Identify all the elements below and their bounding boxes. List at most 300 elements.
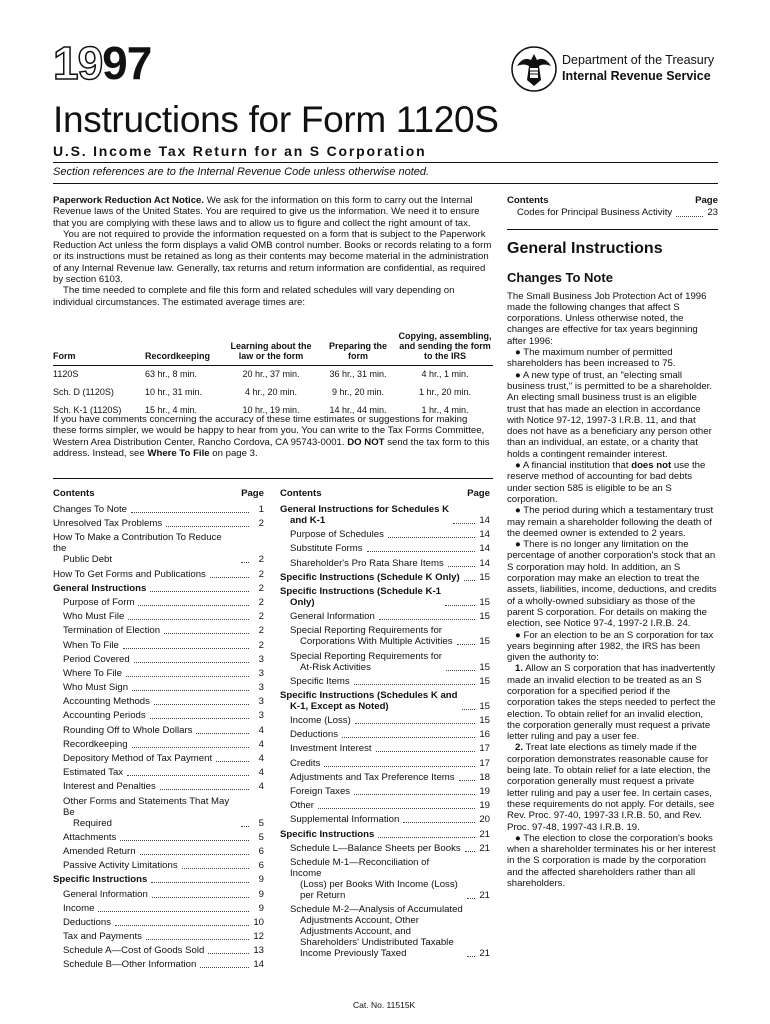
label-line: General Instructions — [53, 582, 147, 594]
leader-dots — [379, 619, 475, 620]
contents-entry[interactable] — [280, 529, 490, 540]
contents-entry-page: 9 — [258, 874, 264, 886]
label-line: Specific Instructions — [53, 874, 148, 886]
label-line: Deductions — [63, 916, 111, 928]
contents-entry[interactable] — [53, 532, 264, 565]
contents-entry-page: 15 — [479, 596, 490, 608]
label-line: Where To File — [63, 667, 123, 679]
numbered-item — [507, 663, 718, 742]
contents-entry-label — [290, 814, 399, 825]
table-cell: 1 hr., 20 min. — [418, 387, 472, 397]
leader-dots — [150, 718, 249, 719]
contents-entry-page: 2 — [258, 554, 264, 566]
department-block — [562, 52, 714, 84]
contents-entry[interactable] — [280, 690, 490, 712]
contents-entry-page: 2 — [258, 639, 264, 651]
label-line: Unresolved Tax Problems — [53, 518, 163, 530]
bullet-emphasis: does not — [631, 460, 672, 472]
leader-dots — [131, 512, 249, 513]
leader-dots — [446, 670, 475, 671]
contents-entry-label — [290, 743, 372, 754]
contents-entry[interactable] — [53, 796, 264, 829]
contents-entry[interactable] — [280, 829, 490, 840]
contents-entry[interactable] — [507, 207, 718, 218]
contents-entry[interactable] — [53, 710, 264, 721]
label-line: Investment Interest — [290, 743, 372, 755]
contents-entry[interactable] — [280, 676, 490, 687]
contents-entry-page: 4 — [258, 738, 264, 750]
contents-entry[interactable] — [280, 586, 490, 608]
label-line: Only) — [290, 596, 315, 608]
label-line: General Information — [63, 888, 148, 900]
contents-entry-label — [290, 758, 320, 769]
leader-dots — [210, 577, 249, 578]
label-line: Changes To Note — [53, 504, 127, 515]
leader-dots — [132, 690, 249, 691]
contents-entry-page: 2 — [258, 596, 264, 608]
contents-entry[interactable] — [280, 786, 490, 797]
contents-entry-label — [290, 543, 363, 554]
contents-entry[interactable] — [53, 625, 264, 636]
label-line: Schedule L—Balance Sheets per Books — [290, 842, 461, 854]
contents-entry[interactable] — [53, 518, 264, 529]
contents-entry[interactable] — [53, 569, 264, 580]
contents-entry-page: 15 — [479, 636, 490, 648]
contents-list-middle — [280, 488, 490, 962]
contents-entry-page: 6 — [258, 860, 264, 872]
leader-dots — [128, 619, 249, 620]
leader-dots — [376, 751, 475, 752]
contents-entry-label — [63, 860, 178, 871]
contents-entry-page: 3 — [258, 667, 264, 679]
label-line: Amended Return — [63, 845, 136, 857]
contents-entry-page: 3 — [258, 682, 264, 694]
contents-entry-label — [63, 753, 212, 764]
contents-entry[interactable] — [280, 743, 490, 754]
contents-entry-page: 15 — [479, 715, 490, 727]
leader-dots — [367, 551, 475, 552]
contents-entry-label — [280, 829, 374, 840]
page-label: Page — [695, 195, 718, 206]
label-line: General Instructions for Schedules K — [280, 504, 449, 515]
col-header-copying: Copying, assembling, and sending the form to the IRS — [398, 331, 492, 361]
contents-entry-page: 5 — [258, 817, 264, 829]
contents-label: Contents — [53, 488, 95, 499]
leader-dots — [342, 737, 475, 738]
leader-dots — [457, 644, 476, 645]
contents-entry-page: 19 — [479, 800, 490, 812]
contents-entry[interactable] — [280, 625, 490, 647]
leader-dots — [196, 733, 249, 734]
leader-dots — [216, 761, 249, 762]
label-line: Income Previously Taxed — [300, 948, 407, 960]
label-line: Schedule M-2—Analysis of Accumulated — [290, 904, 463, 916]
contents-entry[interactable] — [280, 504, 490, 526]
contents-entry[interactable] — [53, 781, 264, 792]
year-solid-digits: 97 — [102, 37, 152, 89]
label-line: Attachments — [63, 831, 117, 843]
table-cell: Sch. D (1120S) — [53, 387, 114, 397]
contents-entry-label — [63, 796, 237, 829]
label-line: Who Must Sign — [63, 682, 129, 694]
leader-dots — [378, 837, 475, 838]
paperwork-para-1 — [53, 195, 493, 229]
label-line: Depository Method of Tax Payment — [63, 753, 213, 764]
contents-entry[interactable] — [280, 558, 490, 569]
leader-dots — [123, 648, 249, 649]
contents-entry-page: 17 — [479, 757, 490, 769]
label-line: Tax and Payments — [63, 931, 142, 943]
leader-dots — [140, 854, 249, 855]
contents-entry-label — [290, 611, 375, 622]
contents-entry-page: 3 — [258, 696, 264, 708]
label-line: Specific Items — [290, 675, 350, 687]
label-line: Public Debt — [63, 554, 113, 566]
leader-dots — [98, 911, 249, 912]
contents-entry-page: 2 — [258, 582, 264, 594]
year-outline-digits: 19 — [53, 37, 103, 89]
label-line: Specific Instructions (Schedules K and — [280, 689, 458, 701]
contents-entry-label — [53, 874, 147, 885]
label-line: Adjustments Account, and — [300, 926, 411, 938]
label-line: Other — [290, 800, 314, 812]
contents-header — [280, 488, 490, 501]
bullet-text: ● A financial institution that — [515, 460, 629, 472]
contents-entry[interactable] — [280, 715, 490, 726]
contents-entry-label — [280, 586, 441, 608]
leader-dots — [166, 526, 249, 527]
table-cell: 4 hr., 1 min. — [421, 369, 469, 379]
label-line: Purpose of Schedules — [290, 529, 384, 541]
contents-entry-label — [63, 725, 192, 736]
table-cell: 14 hr., 44 min. — [329, 405, 387, 415]
label-line: Schedule M-1—Reconciliation of Income — [290, 856, 430, 879]
contents-entry[interactable] — [280, 857, 490, 901]
contents-entry-page: 2 — [258, 568, 264, 580]
leader-dots — [154, 704, 249, 705]
contents-entry[interactable] — [53, 959, 264, 970]
contents-entry-page: 15 — [479, 571, 490, 583]
leader-dots — [355, 723, 475, 724]
contents-entry-label — [290, 529, 384, 540]
leader-dots — [459, 780, 475, 781]
contents-entry-page: 15 — [479, 675, 490, 687]
contents-entry[interactable] — [280, 758, 490, 769]
contents-entry-label — [63, 654, 130, 665]
contents-entry-label — [63, 846, 136, 857]
contents-entry[interactable] — [280, 572, 490, 583]
contents-entry-label — [63, 832, 116, 843]
contents-entry-label: Codes for Principal Business Activity — [517, 207, 673, 219]
bullet-item: ● The maximum number of permitted shareholders has been increased to 75. — [507, 347, 676, 370]
comments-paragraph — [53, 414, 493, 459]
contents-entry-label — [63, 640, 119, 651]
contents-entry-label — [280, 690, 458, 712]
contents-entry-page: 15 — [479, 611, 490, 623]
section-reference-note: Section references are to the Internal Revenue Code unless otherwise noted. — [53, 166, 430, 178]
contents-entry-page: 9 — [258, 902, 264, 914]
bullet-item: ● There is no longer any limitation on the percentage of another corporation's stock that an S corporation may hold. In addition, an S corporation may make an election to treat the assets, liabilities, income, deductions, and credits of a wholly-owned subsidiary as those of the parent S corporation. For details on making the election, see Notice 97-4, 1997-2 I.R.B. 24. — [507, 539, 717, 630]
table-cell: 9 hr., 20 min. — [331, 387, 385, 397]
paperwork-para-2: You are not required to provide the information requested on a form that is subject to the Paperwork Reduction Act unless the form displays a valid OMB control number. Books or records relating to a form or its instructions must be retained as long as their contents may become material in the administration of any Internal Revenue law. Generally, tax returns and return information are confidential, as required by section 6103. — [53, 228, 492, 286]
time-estimates-table — [53, 331, 493, 420]
contents-entry-label — [290, 729, 338, 740]
leader-dots — [445, 605, 475, 606]
leader-dots — [160, 789, 249, 790]
label-line: How To Get Forms and Publications — [53, 568, 206, 580]
comments-text-c: on page 3. — [212, 447, 258, 459]
contents-entry-page: 5 — [258, 831, 264, 843]
leader-dots — [448, 566, 475, 567]
contents-entry-page: 21 — [479, 948, 490, 960]
label-line: Income — [63, 902, 95, 914]
contents-entry[interactable] — [53, 668, 264, 679]
table-cell: 10 hr., 31 min. — [145, 387, 203, 397]
label-line: Passive Activity Limitations — [63, 860, 178, 872]
contents-entry-label — [290, 651, 442, 673]
leader-dots — [150, 591, 249, 592]
contents-entry[interactable] — [53, 583, 264, 594]
contents-entry-page: 18 — [479, 771, 490, 783]
changes-intro: The Small Business Job Protection Act of 1996 made the following changes that affect S corporations. Unless otherwise noted, the changes are effective for tax years beginning after 1996: — [507, 290, 707, 347]
contents-entry[interactable] — [53, 725, 264, 736]
table-row — [53, 366, 493, 385]
table-cell: 10 hr., 19 min. — [242, 405, 300, 415]
contents-entry-label — [290, 857, 463, 901]
label-line: Termination of Election — [63, 625, 161, 637]
label-line: Substitute Forms — [290, 543, 363, 555]
contents-entry[interactable] — [280, 543, 490, 554]
contents-entry-page: 6 — [258, 845, 264, 857]
leader-dots — [152, 897, 249, 898]
paperwork-para-3: The time needed to complete and file this form and related schedules will vary depending on individual circumstances. The estimated average times are: — [53, 285, 455, 308]
comments-text-a: If you have comments concerning the accuracy of these time estimates or suggestions for making these forms simpler, we would be happy to hear from you. You can write to the Tax Forms Committee, Western Area Distribution Center, Rancho Cordova, CA 95743-0001. — [53, 414, 485, 448]
contents-entry[interactable] — [53, 696, 264, 707]
leader-dots — [134, 662, 249, 663]
page-subtitle: U.S. Income Tax Return for an S Corporation — [53, 143, 427, 159]
where-to-file-ref: Where To File — [147, 447, 210, 459]
leader-dots — [241, 562, 249, 563]
leader-dots — [127, 775, 249, 776]
contents-entry[interactable] — [280, 800, 490, 811]
col-header-recordkeeping: Recordkeeping — [145, 351, 211, 361]
right-column — [507, 195, 718, 889]
label-line: Adjustments Account, Other — [300, 915, 419, 927]
contents-entry-label — [290, 558, 444, 569]
contents-entry[interactable] — [280, 843, 490, 854]
contents-entry[interactable] — [53, 846, 264, 857]
label-line: Specific Instructions — [280, 828, 375, 840]
table-cell: 36 hr., 31 min. — [329, 369, 387, 379]
contents-entry-label — [290, 786, 350, 797]
leader-dots — [164, 633, 249, 634]
contents-entry-page: 4 — [258, 781, 264, 793]
contents-entry-page: 3 — [258, 653, 264, 665]
paperwork-notice — [53, 195, 493, 308]
contents-entry-label — [63, 945, 204, 956]
paperwork-para-1-text: We ask for the information on this form to carry out the Internal Revenue laws of the United States. You are required to give us the information. We need it to ensure that you are complying with these laws and to allow us to figure and collect the right amount of tax. — [53, 195, 480, 229]
contents-entry-label — [280, 572, 460, 583]
leader-dots — [453, 523, 475, 524]
leader-dots — [182, 868, 249, 869]
contents-entry[interactable] — [53, 917, 264, 928]
contents-entry[interactable] — [53, 931, 264, 942]
contents-entry[interactable] — [53, 682, 264, 693]
contents-entry[interactable] — [280, 729, 490, 740]
bullet-text: use the reserve method of accounting for bad debts under section 585 is eligible to be an S corporation. — [507, 460, 706, 505]
page-label: Page — [241, 488, 264, 499]
contents-entry-page: 4 — [258, 767, 264, 779]
contents-entry-label — [290, 625, 453, 647]
contents-entry-label — [53, 583, 146, 594]
numbered-item-text: Allow an S corporation that has inadvertently made an invalid election to be treated as an S corporation for a specified period if the corporation takes the steps needed to perfect the election. To obtain relief for an invalid election, the corporation generally must request a private letter ruling and pay a user fee. — [507, 663, 716, 743]
agency-name: Internal Revenue Service — [562, 69, 711, 83]
leader-dots — [241, 826, 249, 827]
label-line: Special Reporting Requirements for — [290, 625, 442, 637]
irs-eagle-logo-icon — [511, 46, 557, 92]
label-line: Shareholders' Undistributed Taxable — [300, 937, 454, 949]
contents-entry-label — [63, 696, 150, 707]
contents-entry[interactable] — [53, 640, 264, 651]
contents-entry-page: 14 — [479, 515, 490, 526]
label-line: Special Reporting Requirements for — [290, 650, 442, 662]
label-line: Schedule A—Cost of Goods Sold — [63, 945, 205, 957]
contents-entry-label — [53, 532, 237, 565]
leader-dots — [462, 709, 475, 710]
subtitle-rule — [53, 183, 718, 184]
contents-entry-page: 4 — [258, 724, 264, 736]
col-header-preparing: Preparing the form — [328, 341, 387, 361]
contents-entry[interactable] — [280, 651, 490, 673]
leader-dots — [324, 766, 475, 767]
contents-entry[interactable] — [53, 753, 264, 764]
leader-dots — [467, 956, 475, 957]
label-line: and K-1 — [290, 515, 326, 526]
contents-entry-label — [63, 597, 134, 608]
bullet-item: ● The period during which a testamentary trust may remain a shareholder following the death of the deemed owner is extended to 2 years. — [507, 505, 714, 539]
contents-entry-page: 21 — [479, 842, 490, 854]
contents-entry-page: 2 — [258, 625, 264, 637]
bullet-item: ● The election to close the corporation's books when a shareholder terminates his or her interest in the S corporation is made by the corporation and the affected shareholders rather than all shareholders. — [507, 832, 716, 890]
table-row — [53, 384, 493, 402]
contents-entry[interactable] — [280, 904, 490, 959]
leader-dots — [138, 605, 249, 606]
leader-dots — [388, 537, 475, 538]
contents-entry-page: 14 — [253, 959, 264, 971]
label-line: General Information — [290, 611, 375, 623]
leader-dots — [132, 747, 249, 748]
section-divider — [53, 478, 493, 479]
table-cell: 15 hr., 4 min. — [145, 405, 198, 415]
contents-entry-label — [63, 611, 124, 622]
contents-entry[interactable] — [53, 945, 264, 956]
contents-entry[interactable] — [53, 597, 264, 608]
label-line: Specific Instructions (Schedule K Only) — [280, 571, 460, 583]
leader-dots — [318, 808, 475, 809]
contents-entry[interactable] — [53, 903, 264, 914]
contents-entry-label — [63, 710, 146, 721]
bullet-item: ● For an election to be an S corporation for tax years beginning after 1982, the IRS has been given the authority to: — [507, 629, 714, 664]
contents-entry[interactable] — [280, 814, 490, 825]
contents-entry[interactable] — [53, 832, 264, 843]
contents-entry-page: 17 — [479, 743, 490, 755]
contents-entry[interactable] — [53, 611, 264, 622]
contents-entry-page: 14 — [479, 557, 490, 569]
label-line: Foreign Taxes — [290, 786, 351, 797]
contents-entry-page: 14 — [479, 529, 490, 541]
contents-entry-page: 13 — [253, 945, 264, 957]
table-cell: Sch. K-1 (1120S) — [53, 405, 122, 415]
contents-entry-label — [290, 843, 461, 854]
label-line: Accounting Methods — [63, 696, 150, 708]
contents-entry-page: 21 — [479, 889, 490, 901]
label-line: Purpose of Form — [63, 596, 135, 608]
col-header-form: Form — [53, 351, 76, 361]
contents-entry-page: 4 — [258, 753, 264, 764]
contents-list-left — [53, 488, 264, 974]
table-cell: 4 hr., 20 min. — [244, 387, 298, 397]
label-line: Shareholder's Pro Rata Share Items — [290, 557, 444, 569]
contents-entry[interactable] — [280, 772, 490, 783]
label-line: Accounting Periods — [63, 710, 146, 722]
paperwork-heading: Paperwork Reduction Act Notice. — [53, 195, 205, 206]
contents-entry-page: 15 — [479, 661, 490, 673]
contents-entry-label — [63, 903, 94, 914]
bullet-item — [507, 460, 718, 505]
comments-text-b: send the tax form to this address. Instead, see — [53, 436, 490, 459]
label-line: K-1, Except as Noted) — [290, 700, 389, 712]
changes-to-note-heading: Changes To Note — [507, 269, 613, 285]
contents-entry[interactable] — [280, 611, 490, 622]
contents-entry[interactable] — [53, 767, 264, 778]
contents-entry-page: 19 — [479, 786, 490, 797]
contents-entry-label — [63, 917, 111, 928]
leader-dots — [465, 851, 475, 852]
page-title: Instructions for Form 1120S — [53, 99, 499, 140]
contents-label: Contents — [507, 195, 549, 206]
bullet-item: ● A new type of trust, an "electing small business trust," is permitted to be a shareholder. An electing small business trust is an eligible trust that has made an election in accordance with Notice 97-12, 1997-3 I.R.B. 11, and that does not have as a beneficiary any person other than an individual, an estate, or a charity that holds a contingent remainder interest. — [507, 369, 712, 460]
leader-dots — [676, 216, 703, 217]
label-line: Corporations With Multiple Activities — [300, 636, 453, 648]
contents-entry-page: 2 — [258, 518, 264, 530]
contents-entry[interactable] — [53, 874, 264, 885]
contents-entry-page: 15 — [479, 700, 490, 712]
contents-label: Contents — [280, 488, 322, 499]
leader-dots — [200, 967, 249, 968]
leader-dots — [146, 939, 249, 940]
contents-entry-page: 3 — [258, 710, 264, 722]
title-rule — [53, 162, 718, 163]
page-label: Page — [467, 488, 490, 499]
contents-entry[interactable] — [53, 739, 264, 750]
contents-entry-label — [63, 767, 123, 778]
leader-dots — [403, 822, 475, 823]
contents-entry[interactable] — [53, 889, 264, 900]
right-column-rule — [507, 229, 718, 230]
label-line: At-Risk Activities — [300, 661, 371, 673]
contents-entry[interactable] — [53, 860, 264, 871]
label-line: How To Make a Contribution To Reduce the — [53, 532, 222, 555]
contents-entry[interactable] — [53, 654, 264, 665]
table-cell: 1120S — [53, 369, 79, 379]
label-line: Specific Instructions (Schedule K-1 — [280, 585, 441, 597]
contents-entry[interactable] — [53, 504, 264, 515]
contents-entry-page: 16 — [479, 729, 490, 741]
leader-dots — [467, 898, 475, 899]
contents-entry-label — [290, 676, 350, 687]
contents-entry-page: 10 — [253, 916, 264, 928]
label-line: Who Must File — [63, 611, 125, 623]
